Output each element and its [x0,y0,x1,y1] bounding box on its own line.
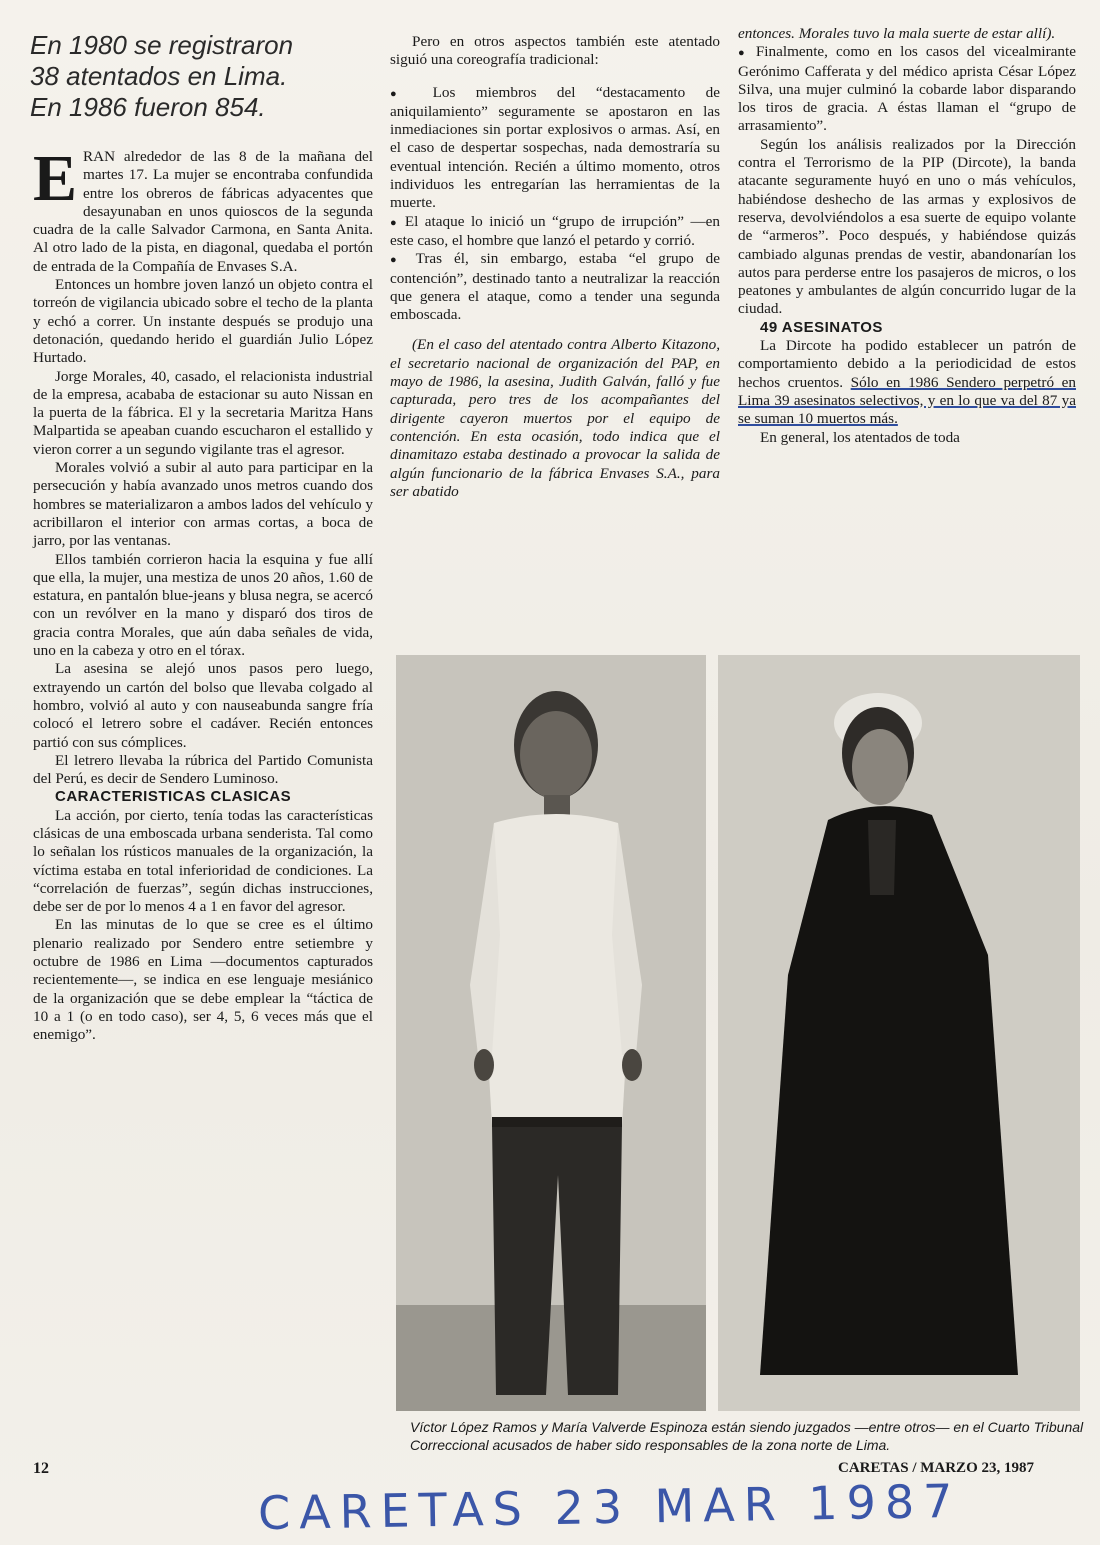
pull-quote-headline [30,30,390,123]
article-paragraph [738,337,1076,428]
section-subhead: 49 ASESINATOS [760,318,883,336]
bullet-paragraph: ● Finalmente, como en los casos del vicealmirante Gerónimo Cafferata y del médico aprista César López Silva, una mujer culminó la cobarde labor disparando los tiros de gracia. A éstas llaman el “grupo de arrasamiento”. [738,43,1076,135]
photo-caption: Víctor López Ramos y María Valverde Espinoza están siendo juzgados —entre otros— en el Cuarto Tribunal Correccional acusados de haber sido responsables de la zona norte de Lima. [410,1419,1084,1453]
paragraph-text: La Dircote ha podido establecer un patrón de comportamiento debido a la periodicidad de estos hechos cruentos. [738,337,1076,391]
article-paragraph: En general, los atentados de toda [760,428,960,446]
article-paragraph [33,142,373,276]
article-paragraph: Ellos también corrieron hacia la esquina y fue allí que ella, la mujer, una mestiza de unos 20 años, 1.60 de estatura, en pantalón blue-jeans y blusa negra, se acercó con un revólver en la mano y disparó dos tiros de gracia contra Morales, que aún daba señales de vida, uno en la cabeza y otro en el tórax. [33,550,373,660]
underlined-passage: Sólo en 1986 Sendero perpetró en Lima 39 asesinatos selectivos, y en lo que va del 87 ya se suman 10 muertos más. [738,373,1076,428]
page-number: 12 [33,1460,49,1477]
photo-pair [396,655,1080,1413]
headline-line-1: En 1980 se registraron [30,30,294,60]
bullet-paragraph: ● Los miembros del “destacamento de aniquilamiento” seguramente se apostaron en las inmediaciones sin portar explosivos o armas. Así, en el caso de despertar sospechas, nada demostraría su eventual intención. Recién a último momento, otros individuos les entregarían las herramientas de la muerte. [390,84,720,213]
article-paragraph: Pero en otros aspectos también este atentado siguió una coreografía tradicional: [390,33,720,69]
publication-footer: CARETAS / MARZO 23, 1987 [838,1460,1034,1476]
drop-cap: E [33,142,78,215]
section-subhead: CARACTERISTICAS CLASICAS [55,788,292,806]
woman-figure-illustration [718,655,1080,1411]
photo-woman [718,655,1080,1411]
bullet-paragraph: ● El ataque lo inició un “grupo de irrupción” —en este caso, el hombre que lanzó el petardo y corrió. [390,213,720,251]
headline-line-2: 38 atentados en Lima. [30,61,288,91]
man-figure-illustration [396,655,706,1411]
column-1 [33,142,373,1045]
paragraph-text: RAN alrededor de las 8 de la mañana del martes 17. La mujer se encontraba confundida entre los obreros de fábricas adyacentes que desayunaban en unos quioscos de la segunda cuadra de la calle Salvador Carmona, en Santa Anita. Al otro lado de la pista, en diagonal, quedaba el portón de entrada de la Compañía de Envases S.A. [33,148,373,275]
article-paragraph: Entonces un hombre joven lanzó un objeto contra el torreón de vigilancia ubicado sobre el techo de la planta y echó a correr. Un instante después se produjo una detonación, quedando herido el guardián Julio López Hurtado. [33,276,373,367]
article-paragraph: La asesina se alejó unos pasos pero luego, extrayendo un cartón del bolso que llevaba colgado al hombro, volvió al auto y con nauseabunda sangre fría colocó el letrero sobre el cadáver. Recién entonces partió con sus cómplices. [33,660,373,751]
article-paragraph: La acción, por cierto, tenía todas las características clásicas de una emboscada urbana senderista. Tal como lo señalan los rústicos manuales de la organización, la víctima estaba en total inferioridad de condiciones. La “correlación de fuerzas”, según dichas instrucciones, debe ser de por lo menos 4 a 1 en favor del agresor. [33,806,373,916]
bullet-paragraph: ● Tras él, sin embargo, estaba “el grupo de contención”, destinado tanto a neutralizar la reacción que genera el ataque, como a tender una segunda emboscada. [390,250,720,324]
handwritten-date-note: CARETAS 23 MAR 1987 [257,1473,962,1541]
article-paragraph: Según los análisis realizados por la Dirección contra el Terrorismo de la PIP (Dircote), la banda atacante seguramente huyó en uno o más vehículos, habiéndose deshecho de las armas y explosivos de reserva, devolviéndolos a esa suerte de equipo volante de “armeros”. Poco después, y habiéndose quizás cambiado algunas prendas de vestir, abandonarían los autos para perderse entre los pasajeros de micros, o los peatones y ambulantes de algún concurrido lugar de la ciudad. [738,135,1076,318]
photo-man [396,655,706,1411]
italic-aside-continued: entonces. Morales tuvo la mala suerte de estar allí). [738,25,1056,42]
article-paragraph: Morales volvió a subir al auto para participar en la persecución y había avanzado unos metros cuando dos hombres se materializaron a ambos lados del vehículo y acribillaron el interior con armas cortas, a boca de jarro, por las ventanas. [33,459,373,550]
article-paragraph: Jorge Morales, 40, casado, el relacionista industrial de la empresa, acababa de estacionar su auto Nissan en la puerta de la fábrica. El y la secretaria Maritza Hans Malpartida se apeaban cuando escucharon el estallido y vieron correr a un segundo vigilante tras el agresor. [33,367,373,458]
article-paragraph: En las minutas de lo que se cree es el último plenario realizado por Sendero entre setiembre y octubre de 1986 en Lima —documentos capturados recientemente—, se indica en ese lenguaje mesiánico de la organización que se debe emplear la “táctica de 10 a 1 (o en todo caso), ser 4, 5, 6 veces más que el enemigo”. [33,916,373,1044]
column-3 [738,25,1076,447]
italic-aside: (En el caso del atentado contra Alberto Kitazono, el secretario nacional de organización del PAP, en mayo de 1986, la asesina, Judith Galván, falló y fue capturada, pero tres de los acompañantes del dirigente cayeron muertos por el equipo de contención. En esta ocasión, todo indica que el dinamitazo estaba destinado a provocar la salida de algún funcionario de la fábrica Envases S.A., para ser abatido [390,336,720,500]
column-2 [390,33,720,501]
headline-line-3: En 1986 fueron 854. [30,92,266,122]
article-paragraph: El letrero llevaba la rúbrica del Partido Comunista del Perú, es decir de Sendero Luminoso. [33,751,373,788]
